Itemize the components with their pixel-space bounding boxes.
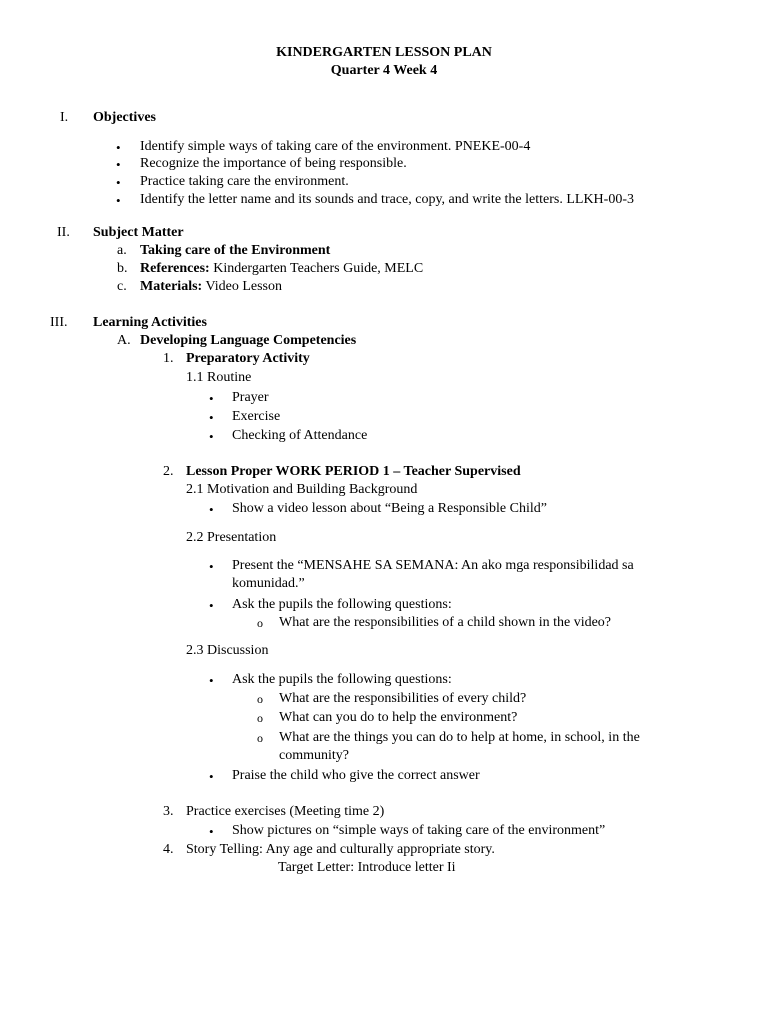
- subject-item-value: Kindergarten Teachers Guide, MELC: [209, 261, 424, 276]
- section-heading-learning-activities: Learning Activities: [93, 315, 207, 330]
- circle-bullet-icon: o: [257, 731, 263, 745]
- objective-item: Identify simple ways of taking care of the environment. PNEKE-00-4: [140, 139, 531, 154]
- document-subtitle: Quarter 4 Week 4: [330, 63, 438, 78]
- subject-item-marker: c.: [117, 279, 127, 294]
- bullet-icon: •: [209, 824, 214, 839]
- bullet-icon: •: [116, 175, 121, 190]
- bullet-icon: •: [209, 391, 214, 406]
- bullet-icon: •: [209, 429, 214, 444]
- objective-item: Practice taking care the environment.: [140, 174, 349, 189]
- step-heading-lesson-proper: Lesson Proper WORK PERIOD 1 – Teacher Supervised: [186, 464, 521, 479]
- presentation-item: Present the “MENSAHE SA SEMANA: An ako mga responsibilidad sa: [232, 558, 634, 573]
- section-numeral-learning-activities: III.: [50, 315, 68, 330]
- presentation-question: What are the responsibilities of a child shown in the video?: [279, 615, 612, 630]
- subsection-marker: A.: [117, 333, 131, 348]
- subsection-heading: Developing Language Competencies: [140, 333, 357, 348]
- practice-item: Show pictures on “simple ways of taking care of the environment”: [232, 823, 606, 838]
- subject-item-materials: [140, 277, 282, 296]
- section-heading-subject-matter: Subject Matter: [93, 225, 184, 240]
- document-title: KINDERGARTEN LESSON PLAN: [276, 45, 492, 60]
- circle-bullet-icon: o: [257, 711, 263, 725]
- bullet-icon: •: [116, 140, 121, 155]
- discussion-item: Ask the pupils the following questions:: [232, 672, 452, 687]
- subject-item-label: References:: [140, 261, 210, 276]
- subject-item-label: Taking care of the Environment: [140, 243, 331, 258]
- sub-step-discussion: 2.3 Discussion: [186, 643, 269, 658]
- bullet-icon: •: [209, 410, 214, 425]
- bullet-icon: •: [209, 598, 214, 613]
- section-numeral-subject-matter: II.: [57, 225, 70, 240]
- routine-item: Prayer: [232, 390, 269, 405]
- step-heading-practice: Practice exercises (Meeting time 2): [186, 804, 385, 819]
- presentation-item-continued: komunidad.”: [232, 576, 305, 591]
- sub-step-routine: 1.1 Routine: [186, 370, 252, 385]
- step-marker: 3.: [163, 804, 174, 819]
- routine-item: Checking of Attendance: [232, 428, 368, 443]
- circle-bullet-icon: o: [257, 616, 263, 630]
- subject-item-marker: a.: [117, 243, 127, 258]
- presentation-item: Ask the pupils the following questions:: [232, 597, 452, 612]
- subject-item-marker: b.: [117, 261, 128, 276]
- circle-bullet-icon: o: [257, 692, 263, 706]
- discussion-question: What can you do to help the environment?: [279, 710, 518, 725]
- bullet-icon: •: [209, 502, 214, 517]
- bullet-icon: •: [209, 769, 214, 784]
- bullet-icon: •: [116, 193, 121, 208]
- bullet-icon: •: [209, 673, 214, 688]
- subject-item-topic: [140, 241, 330, 260]
- subject-item-value: Video Lesson: [202, 279, 282, 294]
- routine-item: Exercise: [232, 409, 281, 424]
- discussion-item: Praise the child who give the correct answer: [232, 768, 480, 783]
- objective-item: Recognize the importance of being responsible.: [140, 156, 407, 171]
- motivation-item: Show a video lesson about “Being a Responsible Child”: [232, 501, 547, 516]
- sub-step-motivation: 2.1 Motivation and Building Background: [186, 482, 418, 497]
- subject-item-label: Materials:: [140, 279, 203, 294]
- bullet-icon: •: [116, 157, 121, 172]
- step-marker: 2.: [163, 464, 174, 479]
- section-numeral-objectives: I.: [60, 110, 69, 125]
- discussion-question-continued: community?: [279, 748, 349, 763]
- step-heading-preparatory: Preparatory Activity: [186, 351, 310, 366]
- objective-item: Identify the letter name and its sounds and trace, copy, and write the letters. LLKH-00-3: [140, 192, 634, 207]
- subject-item-references: [140, 259, 423, 278]
- step-heading-story-telling: Story Telling: Any age and culturally appropriate story.: [186, 842, 495, 857]
- section-heading-objectives: Objectives: [93, 110, 156, 125]
- sub-step-presentation: 2.2 Presentation: [186, 530, 277, 545]
- bullet-icon: •: [209, 559, 214, 574]
- discussion-question: What are the things you can do to help at home, in school, in the: [279, 730, 640, 745]
- target-letter: Target Letter: Introduce letter Ii: [278, 860, 456, 875]
- step-marker: 1.: [163, 351, 174, 366]
- discussion-question: What are the responsibilities of every child?: [279, 691, 527, 706]
- step-marker: 4.: [163, 842, 174, 857]
